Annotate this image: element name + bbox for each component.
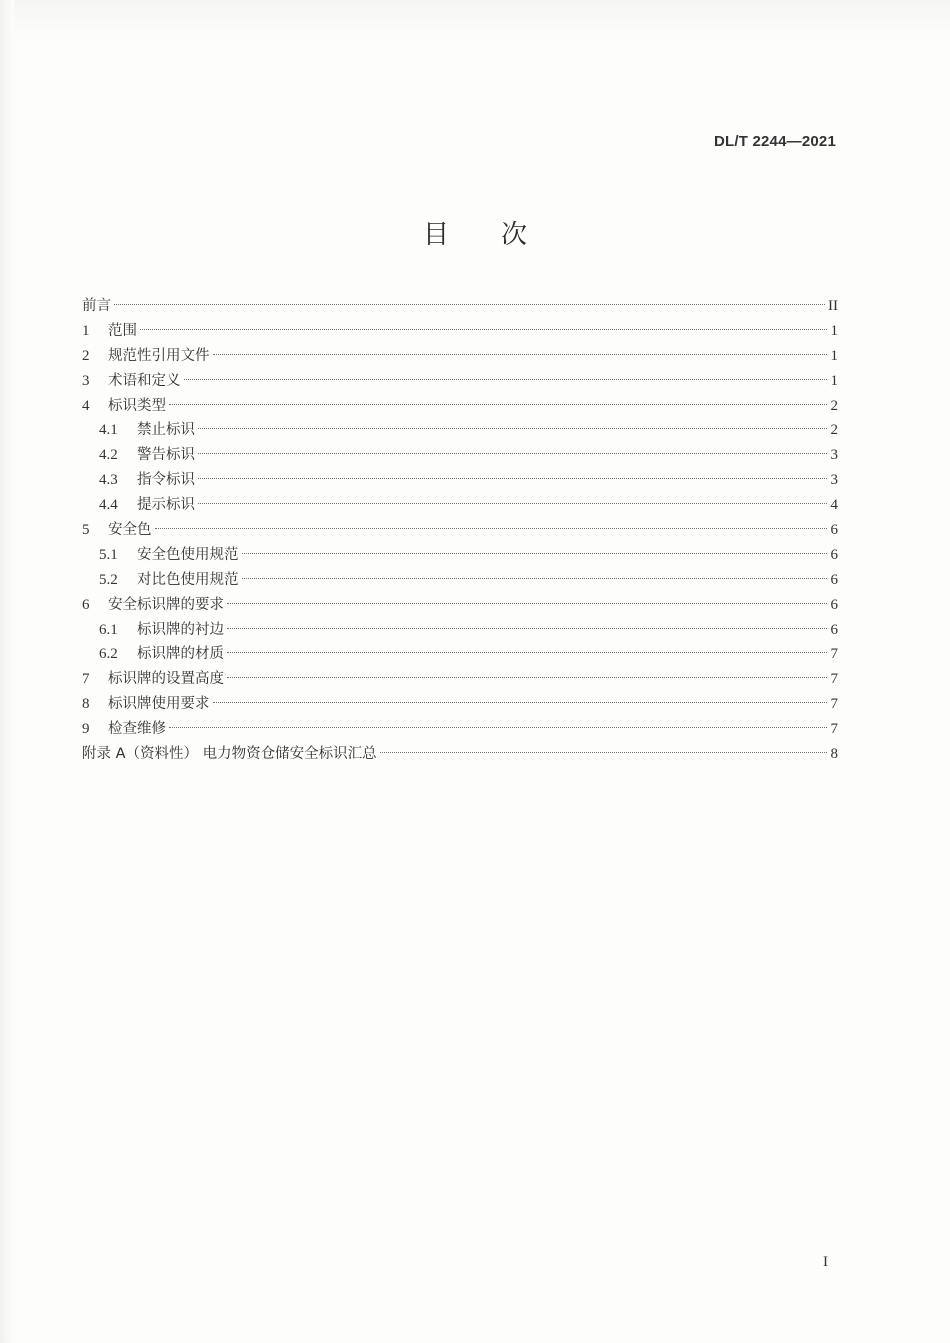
table-of-contents (82, 294, 838, 767)
toc-entry-title: 禁止标识 (137, 422, 195, 439)
toc-entry[interactable] (82, 418, 838, 443)
toc-entry-number: 5 (82, 522, 90, 539)
toc-entry-title: 安全标识牌的要求 (108, 596, 224, 613)
toc-dot-leader (184, 379, 828, 380)
document-code: DL/T 2244—2021 (713, 133, 836, 150)
toc-entry-number: 4.4 (99, 497, 118, 514)
toc-entry[interactable] (82, 493, 838, 518)
toc-entry[interactable] (82, 344, 838, 369)
toc-entry-title: 提示标识 (137, 497, 195, 514)
toc-entry-title: 标识牌的材质 (137, 646, 224, 663)
toc-entry-number: 5.2 (99, 571, 118, 588)
toc-entry[interactable] (82, 443, 838, 468)
toc-entry-number: 6 (82, 596, 90, 613)
toc-entry-title: 规范性引用文件 (108, 347, 210, 364)
toc-entry-number: 9 (82, 721, 90, 738)
toc-entry-number: 2 (82, 347, 90, 364)
toc-entry-number: 4.1 (99, 422, 118, 439)
toc-entry-number: 4.2 (99, 447, 118, 464)
toc-dot-leader (242, 578, 828, 579)
toc-dot-leader (213, 354, 828, 355)
toc-entry-page: 7 (830, 671, 838, 688)
scan-left-edge (0, 0, 14, 1343)
page-title: 目次 (422, 220, 579, 250)
toc-entry-page: 1 (830, 372, 838, 389)
toc-dot-leader (169, 727, 827, 728)
toc-entry-title: 标识类型 (108, 397, 166, 414)
toc-entry-number: 4 (82, 397, 90, 414)
toc-dot-leader (213, 702, 828, 703)
toc-entry-title: 术语和定义 (108, 372, 181, 389)
toc-dot-leader (227, 628, 827, 629)
toc-entry[interactable] (82, 543, 838, 568)
toc-entry-page: 8 (830, 746, 838, 763)
toc-entry[interactable] (82, 742, 838, 767)
toc-entry-page: 6 (830, 571, 838, 588)
toc-entry-page: 2 (830, 422, 838, 439)
toc-entry-page: 2 (830, 397, 838, 414)
toc-entry[interactable] (82, 319, 838, 344)
toc-entry-title: 对比色使用规范 (137, 571, 239, 588)
toc-entry-page: 1 (830, 347, 838, 364)
toc-entry[interactable] (82, 294, 838, 319)
toc-entry-page: 6 (830, 546, 838, 563)
toc-entry-title: 警告标识 (137, 447, 195, 464)
toc-entry-number: 8 (82, 696, 90, 713)
toc-entry-page: 6 (830, 596, 838, 613)
toc-entry[interactable] (82, 518, 838, 543)
toc-dot-leader (198, 428, 827, 429)
toc-dot-leader (227, 652, 827, 653)
toc-entry-title: 附录 A（资料性） 电力物资仓储安全标识汇总 (82, 746, 377, 763)
toc-dot-leader (227, 603, 827, 604)
toc-entry[interactable] (82, 667, 838, 692)
toc-dot-leader (242, 553, 828, 554)
toc-entry-page: II (828, 298, 838, 314)
toc-entry[interactable] (82, 717, 838, 742)
toc-entry-page: 6 (830, 621, 838, 638)
scan-top-band (0, 0, 950, 44)
toc-entry[interactable] (82, 468, 838, 493)
toc-dot-leader (140, 329, 827, 330)
toc-dot-leader (114, 304, 825, 305)
toc-entry-number: 6.1 (99, 621, 118, 638)
toc-entry-page: 4 (830, 497, 838, 514)
toc-dot-leader (227, 677, 827, 678)
toc-dot-leader (380, 752, 827, 753)
toc-entry-title: 范围 (108, 322, 137, 339)
toc-entry-title: 标识牌使用要求 (108, 696, 210, 713)
toc-dot-leader (198, 503, 827, 504)
toc-entry-number: 7 (82, 671, 90, 688)
toc-entry[interactable] (82, 692, 838, 717)
toc-entry[interactable] (82, 568, 838, 593)
toc-entry-number: 4.3 (99, 472, 118, 489)
toc-dot-leader (198, 478, 827, 479)
toc-entry-title: 安全色使用规范 (137, 546, 239, 563)
toc-entry-page: 1 (830, 322, 838, 339)
toc-dot-leader (169, 404, 827, 405)
toc-entry-number: 1 (82, 322, 90, 339)
toc-entry-page: 6 (830, 522, 838, 539)
toc-entry-title: 安全色 (108, 522, 152, 539)
toc-entry-page: 7 (830, 646, 838, 663)
toc-entry-page: 7 (830, 721, 838, 738)
toc-dot-leader (155, 528, 828, 529)
toc-entry[interactable] (82, 394, 838, 419)
toc-entry-title: 前言 (82, 298, 111, 314)
toc-entry[interactable] (82, 593, 838, 618)
toc-entry-title: 指令标识 (137, 472, 195, 489)
page-number: I (823, 1254, 828, 1270)
toc-entry-title: 检查维修 (108, 721, 166, 738)
toc-dot-leader (198, 453, 827, 454)
toc-entry[interactable] (82, 618, 838, 643)
toc-entry-title: 标识牌的衬边 (137, 621, 224, 638)
toc-entry-number: 6.2 (99, 646, 118, 663)
toc-entry[interactable] (82, 369, 838, 394)
toc-entry-page: 3 (830, 472, 838, 489)
toc-entry-number: 3 (82, 372, 90, 389)
toc-entry[interactable] (82, 642, 838, 667)
toc-entry-page: 7 (830, 696, 838, 713)
toc-entry-title: 标识牌的设置高度 (108, 671, 224, 688)
toc-entry-page: 3 (830, 447, 838, 464)
toc-entry-number: 5.1 (99, 546, 118, 563)
